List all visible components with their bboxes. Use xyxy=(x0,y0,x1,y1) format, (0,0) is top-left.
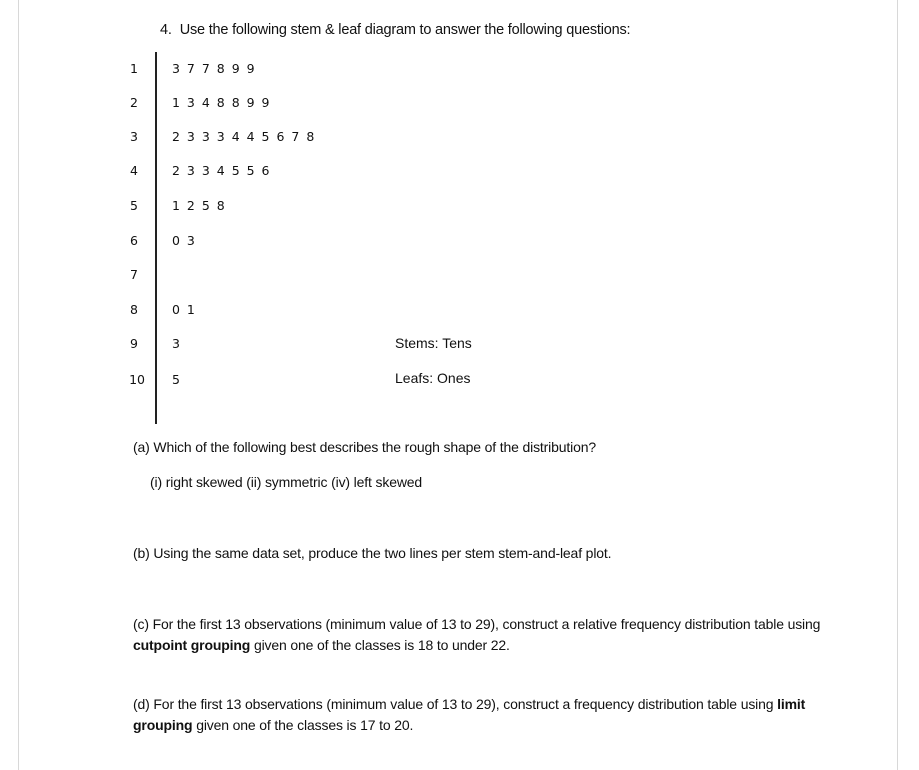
question-d xyxy=(133,694,863,736)
stem-value: 1 xyxy=(130,61,138,76)
stems-legend: Stems: Tens xyxy=(395,335,472,351)
leaf-values: 0 1 xyxy=(172,302,195,317)
stem-value: 4 xyxy=(130,163,138,178)
leaf-values: 2 3 3 3 4 4 5 6 7 8 xyxy=(172,129,315,144)
question-b: (b) Using the same data set, produce the two lines per stem stem-and-leaf plot. xyxy=(133,545,612,561)
question-a: (a) Which of the following best describes the rough shape of the distribution? xyxy=(133,439,597,455)
leafs-legend: Leafs: Ones xyxy=(395,370,471,386)
stem-value: 5 xyxy=(130,198,138,213)
leaf-values: 3 7 7 8 9 9 xyxy=(172,61,255,76)
question-c xyxy=(133,614,863,656)
stem-value: 6 xyxy=(130,233,138,248)
leaf-values: 5 xyxy=(172,372,180,387)
leaf-values: 1 3 4 8 8 9 9 xyxy=(172,95,270,110)
question-d-text-start: (d) For the first 13 observations (minimum value of 13 to 29), construct a frequency distribution table using xyxy=(133,696,778,712)
stem-divider-line xyxy=(155,52,157,424)
stem-value: 3 xyxy=(130,129,138,144)
question-a-options: (i) right skewed (ii) symmetric (iv) left skewed xyxy=(150,474,423,490)
question-d-text-end: given one of the classes is 17 to 20. xyxy=(192,717,414,733)
stem-value: 9 xyxy=(130,336,138,351)
leaf-values: 3 xyxy=(172,336,180,351)
question-c-text-start: (c) For the first 13 observations (minimum value of 13 to 29), construct a relative frequency distribution table using xyxy=(133,616,821,632)
stem-value: 8 xyxy=(130,302,138,317)
leaf-values: 0 3 xyxy=(172,233,195,248)
leaf-values: 1 2 5 8 xyxy=(172,198,225,213)
question-c-bold-term: cutpoint grouping xyxy=(133,637,251,653)
question-d-bold-term: limit grouping xyxy=(133,696,806,733)
question-heading-text: Use the following stem & leaf diagram to answer the following questions: xyxy=(179,22,631,38)
stem-value: 10 xyxy=(129,372,145,387)
stem-value: 7 xyxy=(130,267,138,282)
question-number: 4. xyxy=(160,22,172,38)
stem-value: 2 xyxy=(130,95,138,110)
leaf-values: 2 3 3 4 5 5 6 xyxy=(172,163,270,178)
question-c-text-end: given one of the classes is 18 to under 22. xyxy=(250,637,510,653)
